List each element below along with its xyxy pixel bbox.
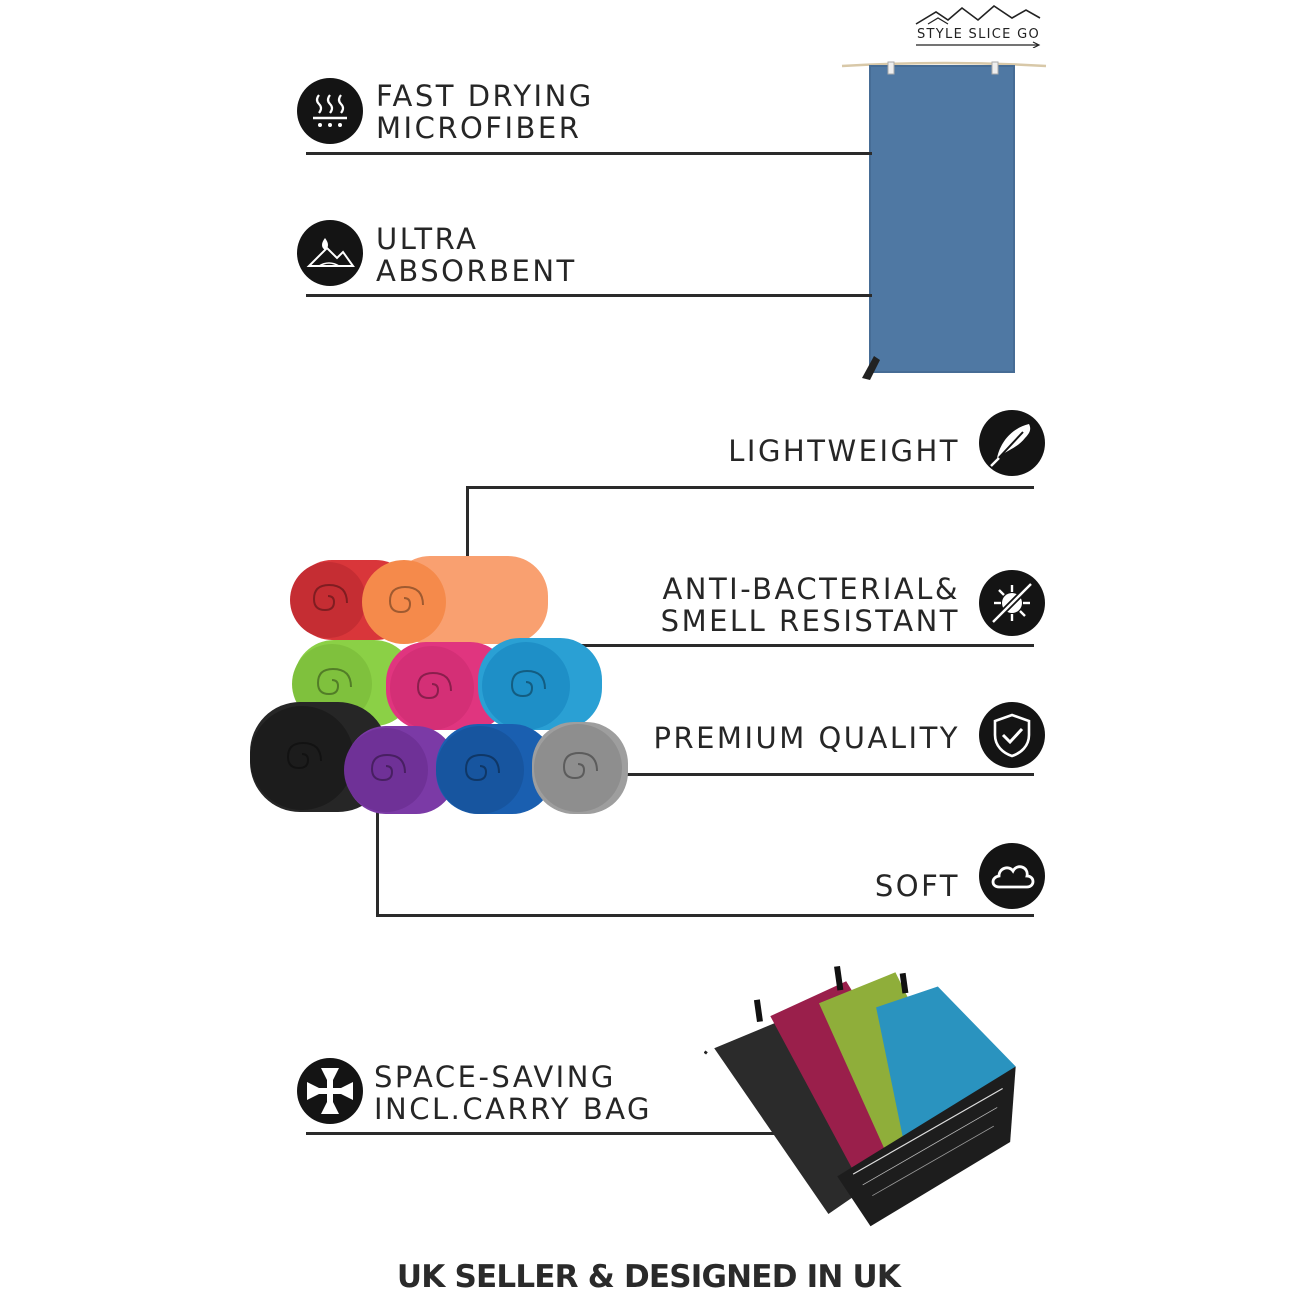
premium-quality-divider [622,773,1034,776]
water-drop-icon [297,220,363,286]
ultra-absorbent-label: ULTRA ABSORBENT [376,222,577,288]
carry-bags-photo [704,958,1024,1242]
fast-drying-divider [306,152,872,155]
lightweight-label: LIGHTWEIGHT [728,434,960,468]
feather-icon [979,410,1045,476]
rolled-towels-photo [250,552,630,818]
shield-check-icon [979,702,1045,768]
anti-bacterial-label: ANTI-BACTERIAL& SMELL RESISTANT [660,572,960,638]
soft-label: SOFT [874,869,960,903]
germ-blocked-icon [979,570,1045,636]
premium-quality-label: PREMIUM QUALITY [653,721,960,755]
compress-arrows-icon [297,1058,363,1124]
steam-icon [297,78,363,144]
cloud-icon [979,843,1045,909]
hanging-towel-photo [836,56,1056,386]
ultra-absorbent-divider [306,294,872,297]
soft-divider [376,914,1034,917]
lightweight-divider [466,486,1034,489]
footer-tagline: UK SELLER & DESIGNED IN UK [396,1259,901,1295]
soft-connector [376,808,379,917]
brand-name: STYLE SLICE GO [917,27,1040,42]
fast-drying-label: FAST DRYING MICROFIBER [376,79,594,145]
space-saving-label: SPACE-SAVING INCL.CARRY BAG [374,1060,653,1126]
